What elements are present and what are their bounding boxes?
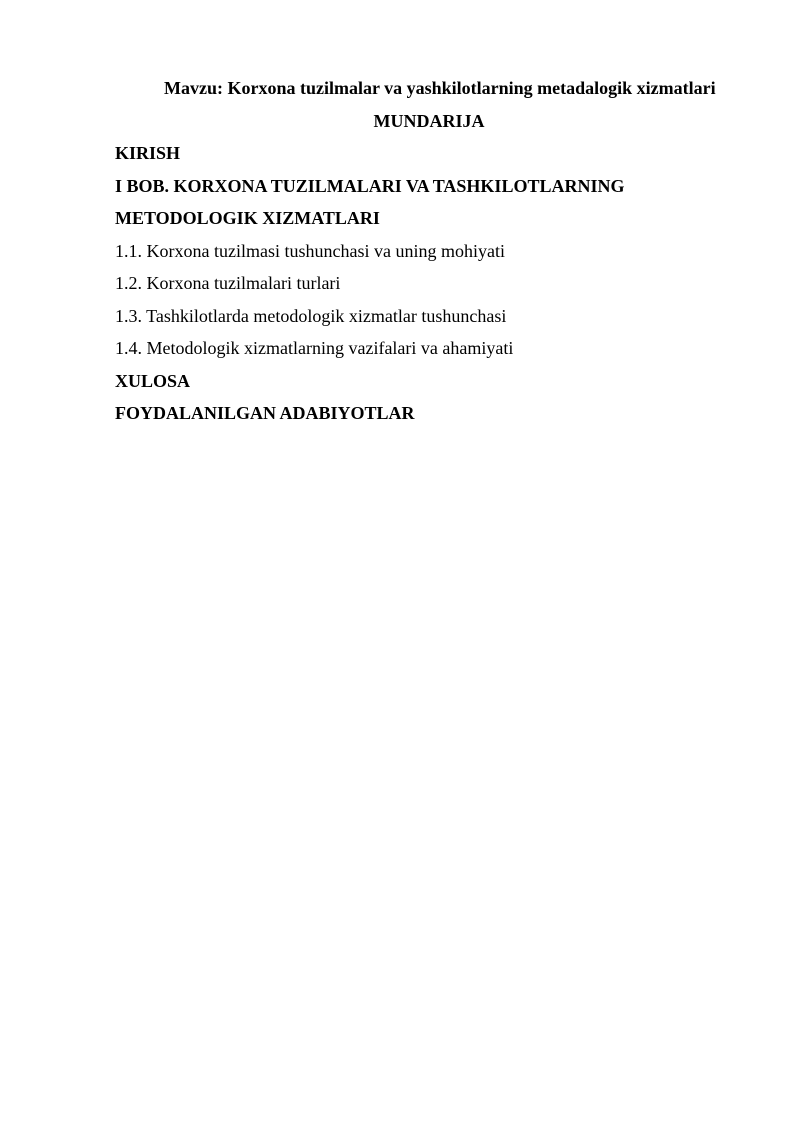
toc-item-conclusion: XULOSA bbox=[115, 370, 191, 391]
toc-item-section-1-1: 1.1. Korxona tuzilmasi tushunchasi va uning mohiyati bbox=[115, 240, 505, 261]
table-of-contents bbox=[115, 141, 755, 434]
toc-item-section-1-4: 1.4. Metodologik xizmatlarning vazifalari va ahamiyati bbox=[115, 338, 514, 358]
topic-title: Mavzu: Korxona tuzilmalar va yashkilotlarning metadalogik xizmatlari bbox=[164, 78, 716, 98]
toc-item-chapter-1-line-2: METODOLOGIK XIZMATLARI bbox=[115, 208, 380, 228]
toc-item-chapter-1-line-1: I BOB. KORXONA TUZILMALARI VA TASHKILOTLARNING bbox=[115, 175, 625, 196]
toc-item-section-1-3: 1.3. Tashkilotlarda metodologik xizmatlar tushunchasi bbox=[115, 305, 507, 326]
toc-item-section-1-2: 1.2. Korxona tuzilmalari turlari bbox=[115, 273, 341, 293]
contents-heading: MUNDARIJA bbox=[373, 111, 485, 131]
toc-item-references: FOYDALANILGAN ADABIYOTLAR bbox=[115, 403, 415, 423]
toc-item-introduction: KIRISH bbox=[115, 143, 181, 163]
